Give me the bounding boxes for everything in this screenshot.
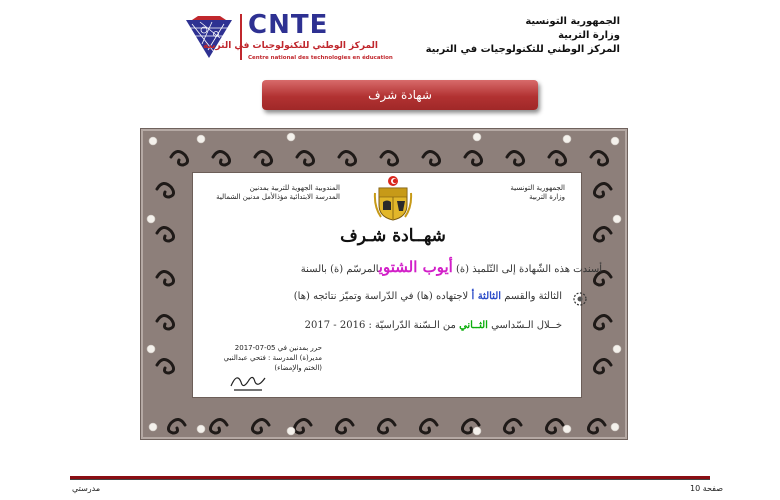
- cert-director: مدير(ة) المدرسة : فتحي عبدالنبي: [223, 354, 322, 362]
- frame-pearl: [287, 427, 295, 435]
- cert-line-1: [301, 258, 602, 276]
- header-republic: الجمهورية التونسية: [525, 16, 620, 27]
- class-name: الثالثة أ: [471, 291, 502, 302]
- frame-curl: [504, 419, 521, 433]
- cert-issue-date: حرر بمدنين في 05-07-2017: [234, 344, 322, 352]
- frame-curl: [549, 151, 566, 165]
- line3-suffix: من الـسّنة الدّراسيّة : 2016 - 2017: [304, 320, 456, 331]
- frame-curl: [294, 419, 311, 433]
- cert-school: المدرسة الابتدائية مؤذالأمل مدنين الشمالية: [216, 193, 340, 201]
- frame-curl: [594, 183, 611, 197]
- frame-pearl: [473, 133, 481, 141]
- section-banner: [262, 80, 538, 110]
- frame-curl: [168, 419, 185, 433]
- line2-suffix: لاجتهاده (ها) في الدّراسة وتميّز نتائجه (ها): [293, 291, 469, 302]
- frame-curl: [594, 227, 611, 241]
- frame-curl: [423, 151, 440, 165]
- frame-curl: [171, 151, 188, 165]
- logo-arabic-name: المركز الوطني للتكنولوجيات في التربية: [203, 41, 378, 51]
- frame-pearl: [197, 135, 205, 143]
- frame-pearl: [149, 137, 157, 145]
- frame-curl: [255, 151, 272, 165]
- frame-curl: [297, 151, 314, 165]
- line1-prefix: أسندت هذه الشّهادة إلى التّلميذ (ة): [456, 264, 602, 275]
- frame-pearl: [149, 423, 157, 431]
- logo-french-name: Centre national des technologies en éducation: [248, 55, 393, 61]
- cnte-logo: [178, 10, 393, 66]
- frame-curl: [591, 151, 608, 165]
- frame-curl: [157, 315, 174, 329]
- frame-pearl: [613, 215, 621, 223]
- frame-curl: [213, 151, 230, 165]
- frame-pearl: [473, 427, 481, 435]
- frame-curl: [507, 151, 524, 165]
- semester: الثــاني: [459, 320, 488, 331]
- frame-curl: [378, 419, 395, 433]
- frame-curl: [420, 419, 437, 433]
- frame-pearl: [563, 425, 571, 433]
- frame-curl: [339, 151, 356, 165]
- header-center: المركز الوطني للتكنولوجيات في التربية: [425, 44, 620, 55]
- frame-curl: [157, 359, 174, 373]
- tunisia-emblem-icon: [373, 175, 413, 221]
- header-ministry: وزارة التربية: [558, 30, 620, 41]
- signature: [228, 372, 268, 394]
- frame-curl: [252, 419, 269, 433]
- cert-line-2: [294, 291, 562, 302]
- frame-pearl: [613, 345, 621, 353]
- frame-curl: [381, 151, 398, 165]
- frame-curl: [157, 227, 174, 241]
- frame-curl: [465, 151, 482, 165]
- frame-curl: [210, 419, 227, 433]
- frame-pearl: [197, 425, 205, 433]
- frame-curl: [588, 419, 605, 433]
- frame-pearl: [563, 135, 571, 143]
- logo-text: CNTE: [248, 10, 329, 40]
- cert-directorate: المندوبية الجهوية للتربية بمدنين: [249, 184, 340, 192]
- seal-icon: [572, 288, 588, 310]
- banner-title: شهادة شرف: [368, 88, 432, 102]
- line1-suffix: المرسّم (ة) بالسنة: [300, 264, 379, 275]
- cert-republic: الجمهورية التونسية: [510, 184, 565, 192]
- cnte-diamond-icon: [184, 14, 234, 60]
- frame-pearl: [611, 423, 619, 431]
- frame-curl: [594, 359, 611, 373]
- frame-pearl: [147, 345, 155, 353]
- footer-label: مدرستي: [72, 484, 101, 493]
- frame-curl: [336, 419, 353, 433]
- frame-curl: [546, 419, 563, 433]
- cert-stamp-label: (الختم والإمضاء): [274, 364, 322, 372]
- frame-pearl: [147, 215, 155, 223]
- frame-pearl: [611, 137, 619, 145]
- footer-rule: [70, 476, 710, 480]
- frame-curl: [594, 315, 611, 329]
- cert-line-3: [305, 320, 562, 331]
- page-number: صفحة 10: [690, 484, 724, 493]
- frame-curl: [157, 183, 174, 197]
- student-name: أيوب الشتوي: [378, 258, 453, 276]
- certificate-title: شهــادة شـرف: [340, 226, 446, 246]
- line3-prefix: خــلال الـسّداسي: [491, 320, 562, 331]
- cert-ministry: وزارة التربية: [529, 193, 565, 201]
- frame-curl: [157, 271, 174, 285]
- line2-prefix: الثالثة والقسم: [504, 291, 562, 302]
- frame-pearl: [287, 133, 295, 141]
